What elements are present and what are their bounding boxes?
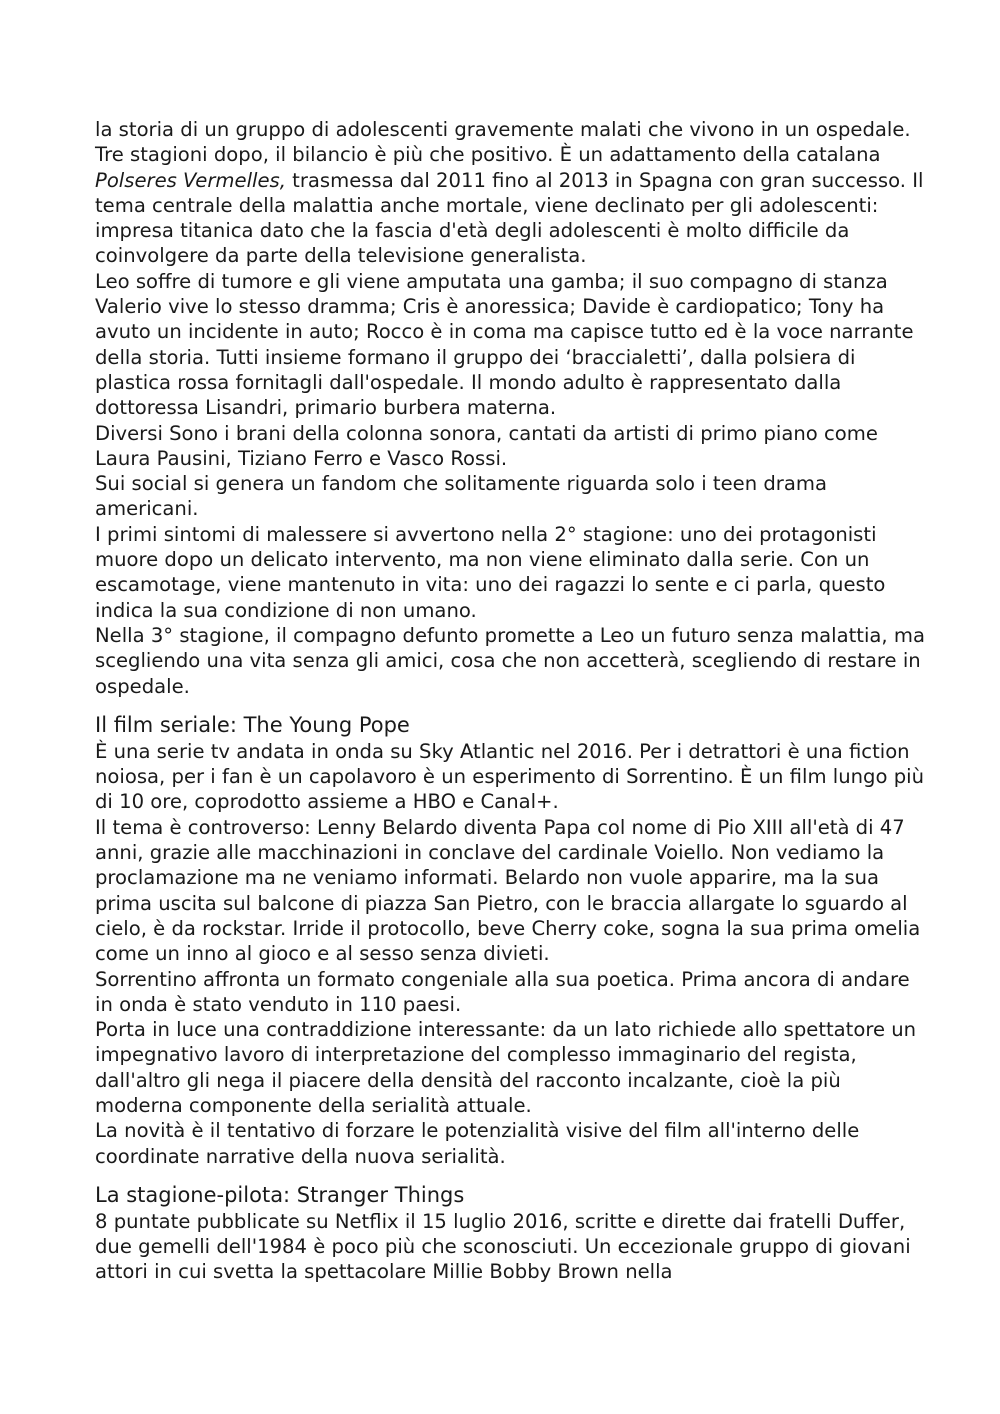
- intro-text-after: trasmessa dal 2011 fino al 2013 in Spagna con gran successo. Il tema centrale della malattia anche mortale, viene declinato per gli adolescenti: impresa titanica dato che la fascia d'età degli adolescenti è molto difficile da coinvolgere da parte della televisione generalista.: [95, 168, 924, 268]
- document-page: [95, 117, 925, 1285]
- paragraph-season-2: I primi sintomi di malessere si avvertono nella 2° stagione: uno dei protagonisti muore dopo un delicato intervento, ma non viene eliminato dalla serie. Con un escamotage, viene mantenuto in vita: uno dei ragazzi lo sente e ci parla, questo indica la sua condizione di non umano.: [95, 522, 886, 622]
- heading-stranger-things: La stagione-pilota: Stranger Things: [95, 1182, 465, 1207]
- heading-young-pope: Il film seriale: The Young Pope: [95, 712, 410, 737]
- intro-paragraph: [95, 117, 925, 269]
- paragraph-characters: Leo soffre di tumore e gli viene amputata una gamba; il suo compagno di stanza Valerio vive lo stesso dramma; Cris è anoressica; Davide è cardiopatico; Tony ha avuto un incidente in auto; Rocco è in coma ma capisce tutto ed è la voce narrante della storia. Tutti insieme formano il gruppo dei ‘braccialetti’, dalla polsiera di plastica rossa fornitagli dall'ospedale. Il mondo adulto è rappresentato dalla dottoressa Lisandri, primario burbera materna.: [95, 269, 914, 420]
- paragraph-soundtrack: Diversi Sono i brani della colonna sonora, cantati da artisti di primo piano come Laura Pausini, Tiziano Ferro e Vasco Rossi.: [95, 421, 878, 470]
- paragraph-young-pope-contradiction: Porta in luce una contraddizione interessante: da un lato richiede allo spettatore un impegnativo lavoro di interpretazione del complesso immaginario del regista, dall'altro gli nega il piacere della densità del racconto incalzante, cioè la più moderna componente della serialità attuale.: [95, 1018, 917, 1117]
- section-spacer: [95, 699, 925, 711]
- paragraph-fandom: Sui social si genera un fandom che solitamente riguarda solo i teen drama americani.: [95, 472, 827, 521]
- paragraph-young-pope-theme: Il tema è controverso: Lenny Belardo diventa Papa col nome di Pio XIII all'età di 47 anni, grazie alle macchinazioni in conclave del cardinale Voiello. Non vediamo la proclamazione ma ne veniamo informati. Belardo non vuole apparire, ma la sua prima uscita sul balcone di piazza San Pietro, con le braccia allargate lo sguardo al cielo, è da rockstar. Irride il protocollo, beve Cherry coke, sogna la sua prima omelia come un inno al gioco e al sesso senza divieti.: [95, 815, 921, 966]
- section-spacer: [95, 1169, 925, 1181]
- paragraph-season-3: Nella 3° stagione, il compagno defunto promette a Leo un futuro senza malattia, ma scegliendo una vita senza gli amici, cosa che non accetterà, scegliendo di restare in ospedale.: [95, 623, 925, 698]
- paragraph-stranger-things-intro: 8 puntate pubblicate su Netflix il 15 luglio 2016, scritte e dirette dai fratelli Duffer, due gemelli dell'1984 è poco più che sconosciuti. Un eccezionale gruppo di giovani attori in cui svetta la spettacolare Millie Bobby Brown nella: [95, 1209, 911, 1284]
- intro-text-before: la storia di un gruppo di adolescenti gravemente malati che vivono in un ospedale. Tre stagioni dopo, il bilancio è più che positivo. È un adattamento della catalana: [95, 118, 911, 167]
- paragraph-young-pope-novelty: La novità è il tentativo di forzare le potenzialità visive del film all'interno delle coordinate narrative della nuova serialità.: [95, 1119, 860, 1168]
- original-series-title: Polseres Vermelles,: [95, 168, 286, 192]
- paragraph-young-pope-intro: È una serie tv andata in onda su Sky Atlantic nel 2016. Per i detrattori è una fiction noiosa, per i fan è un capolavoro è un esperimento di Sorrentino. È un film lungo più di 10 ore, coprodotto assieme a HBO e Canal+.: [95, 739, 924, 814]
- paragraph-young-pope-format: Sorrentino affronta un formato congeniale alla sua poetica. Prima ancora di andare in onda è stato venduto in 110 paesi.: [95, 967, 910, 1016]
